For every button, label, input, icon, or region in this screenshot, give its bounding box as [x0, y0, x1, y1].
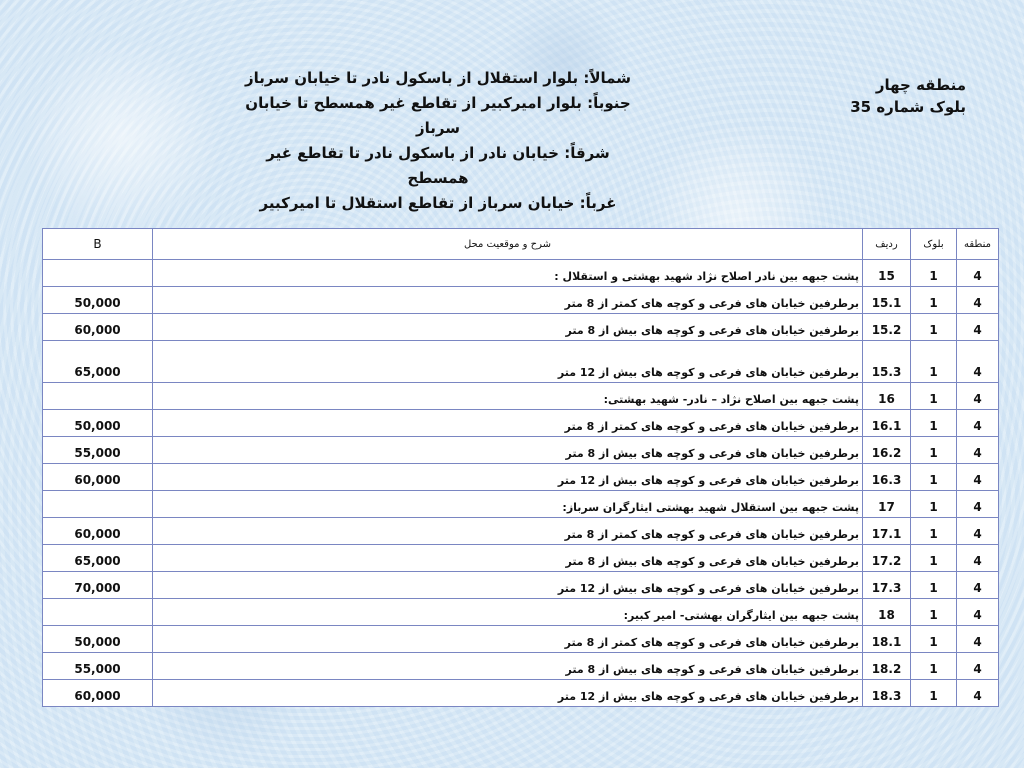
cell-block: 1	[911, 599, 957, 626]
cell-row: 17	[863, 491, 911, 518]
cell-region: 4	[957, 464, 999, 491]
cell-region: 4	[957, 437, 999, 464]
cell-price: 60,000	[43, 314, 153, 341]
cell-description: برطرفین خیابان های فرعی و کوچه های بیش از 12 متر	[153, 572, 863, 599]
cell-description: برطرفین خیابان های فرعی و کوچه های بیش از 12 متر	[153, 680, 863, 707]
table-row	[43, 464, 999, 491]
cell-region: 4	[957, 599, 999, 626]
cell-row: 16.2	[863, 437, 911, 464]
table-row	[43, 287, 999, 314]
cell-block: 1	[911, 410, 957, 437]
cell-row: 18.1	[863, 626, 911, 653]
table-row	[43, 341, 999, 383]
cell-row: 17.3	[863, 572, 911, 599]
column-header-price: B	[43, 229, 153, 260]
column-header-description: شرح و موقعیت محل	[153, 229, 863, 260]
cell-price	[43, 260, 153, 287]
table-row	[43, 626, 999, 653]
cell-region: 4	[957, 410, 999, 437]
boundaries-description	[236, 66, 640, 216]
cell-block: 1	[911, 653, 957, 680]
cell-description: برطرفین خیابان های فرعی و کوچه های بیش از 12 متر	[153, 341, 863, 383]
cell-price	[43, 383, 153, 410]
cell-description: پشت جبهه بین اصلاح نژاد – نادر- شهید بهشتی:	[153, 383, 863, 410]
cell-description: برطرفین خیابان های فرعی و کوچه های کمتر از 8 متر	[153, 410, 863, 437]
cell-block: 1	[911, 383, 957, 410]
column-header-row: ردیف	[863, 229, 911, 260]
cell-row: 15.2	[863, 314, 911, 341]
cell-row: 15	[863, 260, 911, 287]
cell-price: 60,000	[43, 464, 153, 491]
block-number: 35	[850, 98, 872, 116]
table-row	[43, 653, 999, 680]
table-row	[43, 260, 999, 287]
cell-price	[43, 491, 153, 518]
cell-price	[43, 599, 153, 626]
cell-region: 4	[957, 260, 999, 287]
block-label: بلوک شماره	[876, 98, 966, 116]
boundary-south: جنوباً: بلوار امیرکبیر از تقاطع غیر همسطح تا خیابان سرباز	[245, 94, 631, 137]
cell-row: 18.2	[863, 653, 911, 680]
cell-row: 16	[863, 383, 911, 410]
cell-description: برطرفین خیابان های فرعی و کوچه های بیش از 8 متر	[153, 437, 863, 464]
cell-region: 4	[957, 491, 999, 518]
cell-block: 1	[911, 491, 957, 518]
cell-block: 1	[911, 314, 957, 341]
region-block-title	[800, 74, 966, 118]
cell-row: 17.1	[863, 518, 911, 545]
cell-region: 4	[957, 518, 999, 545]
cell-region: 4	[957, 653, 999, 680]
cell-block: 1	[911, 572, 957, 599]
table-row	[43, 518, 999, 545]
table-row	[43, 545, 999, 572]
cell-row: 18	[863, 599, 911, 626]
table-row	[43, 680, 999, 707]
cell-block: 1	[911, 341, 957, 383]
cell-block: 1	[911, 287, 957, 314]
cell-price: 65,000	[43, 341, 153, 383]
cell-row: 17.2	[863, 545, 911, 572]
cell-description: برطرفین خیابان های فرعی و کوچه های کمتر از 8 متر	[153, 518, 863, 545]
cell-description: برطرفین خیابان های فرعی و کوچه های بیش از 12 متر	[153, 464, 863, 491]
cell-description: پشت جبهه بین استقلال شهید بهشتی ایثارگران سرباز:	[153, 491, 863, 518]
boundary-north: شمالاً: بلوار استقلال از باسکول نادر تا خیابان سرباز	[245, 69, 631, 87]
cell-price: 50,000	[43, 287, 153, 314]
table-row	[43, 410, 999, 437]
cell-row: 16.1	[863, 410, 911, 437]
table-row	[43, 383, 999, 410]
cell-region: 4	[957, 314, 999, 341]
cell-price: 50,000	[43, 626, 153, 653]
cell-block: 1	[911, 260, 957, 287]
table-row	[43, 491, 999, 518]
cell-row: 15.1	[863, 287, 911, 314]
cell-region: 4	[957, 341, 999, 383]
table-header-row	[43, 229, 999, 260]
cell-description: برطرفین خیابان های فرعی و کوچه های بیش از 8 متر	[153, 314, 863, 341]
cell-description: پشت جبهه بین ایثارگران بهشتی- امیر کبیر:	[153, 599, 863, 626]
cell-row: 16.3	[863, 464, 911, 491]
cell-price: 50,000	[43, 410, 153, 437]
cell-description: برطرفین خیابان های فرعی و کوچه های کمتر از 8 متر	[153, 287, 863, 314]
boundary-east: شرقاً: خیابان نادر از باسکول نادر تا تقاطع غیر همسطح	[266, 144, 610, 187]
cell-row: 18.3	[863, 680, 911, 707]
cell-block: 1	[911, 437, 957, 464]
column-header-region: منطقه	[957, 229, 999, 260]
cell-region: 4	[957, 572, 999, 599]
table-row	[43, 572, 999, 599]
cell-block: 1	[911, 518, 957, 545]
cell-description: پشت جبهه بین نادر اصلاح نژاد شهید بهشتی و استقلال :	[153, 260, 863, 287]
cell-price: 55,000	[43, 653, 153, 680]
column-header-block: بلوک	[911, 229, 957, 260]
table-row	[43, 599, 999, 626]
region-title: منطقه چهار	[875, 76, 966, 94]
cell-block: 1	[911, 626, 957, 653]
cell-region: 4	[957, 383, 999, 410]
cell-region: 4	[957, 545, 999, 572]
cell-block: 1	[911, 464, 957, 491]
cell-price: 55,000	[43, 437, 153, 464]
cell-block: 1	[911, 680, 957, 707]
block-number-line	[800, 96, 966, 118]
cell-description: برطرفین خیابان های فرعی و کوچه های کمتر از 8 متر	[153, 626, 863, 653]
cell-price: 60,000	[43, 518, 153, 545]
cell-price: 70,000	[43, 572, 153, 599]
cell-price: 60,000	[43, 680, 153, 707]
cell-price: 65,000	[43, 545, 153, 572]
cell-row: 15.3	[863, 341, 911, 383]
price-table	[42, 228, 999, 707]
table-row	[43, 437, 999, 464]
cell-block: 1	[911, 545, 957, 572]
cell-region: 4	[957, 680, 999, 707]
boundary-west: غرباً: خیابان سرباز از تقاطع استقلال تا امیرکبیر	[259, 194, 617, 212]
cell-description: برطرفین خیابان های فرعی و کوچه های بیش از 8 متر	[153, 545, 863, 572]
cell-description: برطرفین خیابان های فرعی و کوچه های بیش از 8 متر	[153, 653, 863, 680]
table-row	[43, 314, 999, 341]
cell-region: 4	[957, 287, 999, 314]
cell-region: 4	[957, 626, 999, 653]
